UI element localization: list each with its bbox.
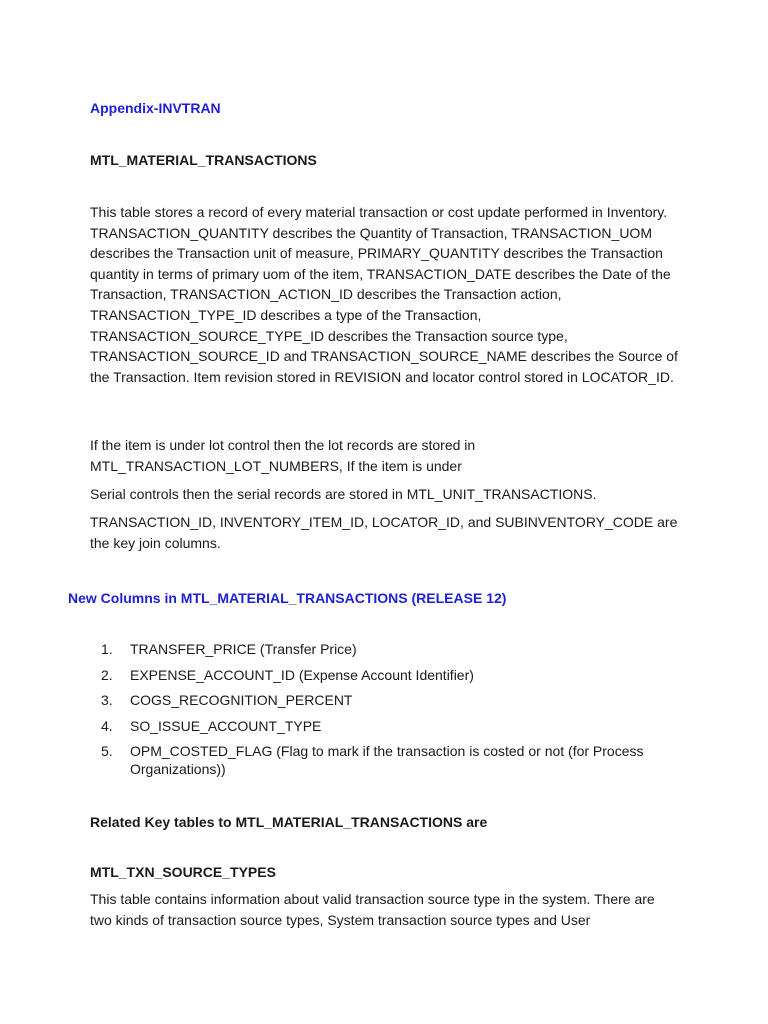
list-item-text: OPM_COSTED_FLAG (Flag to mark if the transaction is costed or not (for Process Organizations)) [130, 743, 644, 777]
list-item [90, 691, 650, 709]
new-columns-title: New Columns in MTL_MATERIAL_TRANSACTIONS (RELEASE 12) [68, 590, 507, 606]
list-item-text: EXPENSE_ACCOUNT_ID (Expense Account Identifier) [130, 666, 474, 683]
lot-control-paragraph: If the item is under lot control then the lot records are stored in MTL_TRANSACTION_LOT_NUMBERS, If the item is under [90, 437, 476, 474]
list-item-number: 5. [101, 743, 113, 759]
list-item-number: 4. [101, 717, 113, 734]
list-item-number: 1. [101, 641, 113, 657]
list-item [90, 717, 650, 735]
list-item-text: COGS_RECOGNITION_PERCENT [130, 692, 353, 708]
new-columns-list [90, 640, 650, 786]
serial-control-paragraph: Serial controls then the serial records are stored in MTL_UNIT_TRANSACTIONS. [90, 486, 597, 502]
list-item [90, 742, 650, 778]
source-types-title: MTL_TXN_SOURCE_TYPES [90, 864, 276, 880]
list-item-text: SO_ISSUE_ACCOUNT_TYPE [130, 717, 322, 734]
related-tables-title: Related Key tables to MTL_MATERIAL_TRANSACTIONS are [90, 814, 488, 830]
list-item-text: TRANSFER_PRICE (Transfer Price) [130, 641, 357, 657]
key-columns-paragraph: TRANSACTION_ID, INVENTORY_ITEM_ID, LOCATOR_ID, and SUBINVENTORY_CODE are the key join columns. [90, 514, 678, 551]
list-item [90, 640, 650, 658]
list-item [90, 666, 650, 684]
appendix-title: Appendix-INVTRAN [90, 100, 221, 116]
list-item-number: 2. [101, 666, 113, 683]
table-title: MTL_MATERIAL_TRANSACTIONS [90, 152, 317, 168]
table-description-paragraph: This table stores a record of every material transaction or cost update performed in Inventory. TRANSACTION_QUANTITY describes the Quantity of Transaction, TRANSACTION_UOM describes the Transaction unit of measure, PRIMARY_QUANTITY describes the Transaction quantity in terms of primary uom of the item, TRANSACTION_DATE describes the Date of the Transaction, TRANSACTION_ACTION_ID describes the Transaction action, TRANSACTION_TYPE_ID describes a type of the Transaction, TRANSACTION_SOURCE_TYPE_ID describes the Transaction source type, TRANSACTION_SOURCE_ID and TRANSACTION_SOURCE_NAME describes the Source of the Transaction. Item revision stored in REVISION and locator control stored in LOCATOR_ID. [90, 204, 678, 385]
source-types-paragraph: This table contains information about valid transaction source type in the system. There are two kinds of transaction source types, System transaction source types and User [90, 891, 655, 928]
list-item-number: 3. [101, 692, 113, 708]
